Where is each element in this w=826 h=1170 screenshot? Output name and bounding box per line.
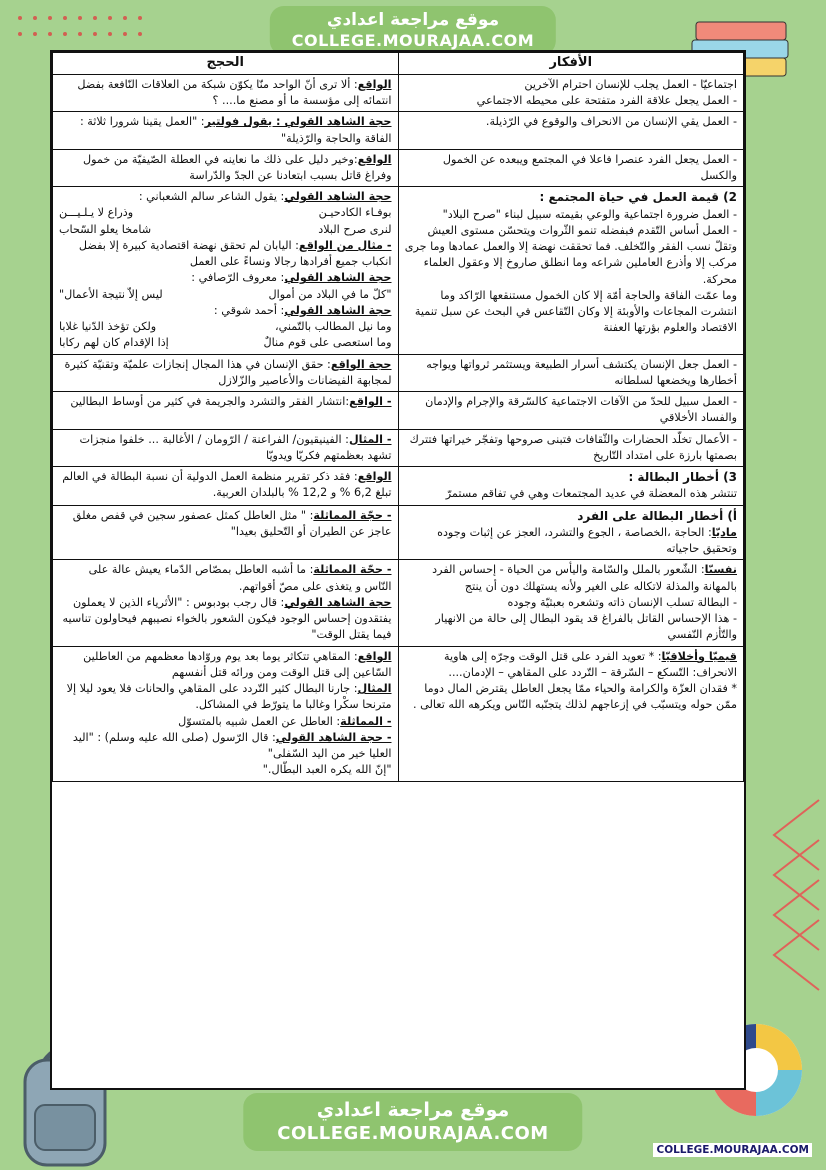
argument-cell: الواقع: المقاهي تتكاثر يوما بعد يوم وروّادها معظمهم من العاطلين السّاعين إلى قتل الوقت ومن ورائه قتل أنفسهم المثال: جارنا البطال كثير التّردد على المقاهي والحانات فلا يعود ليلا إلا مترنحا سكْرا وغالبا ما يتورّط في المشاكل. - المماثلة: العاطل عن العمل شبيه بالمتسوّل - حجة الشاهد القولي: قال الرّسول (صلى الله عليه وسلم) : "اليد العليا خير من اليد السّفلى" "إنّ الله يكره العبد البطّال." xyxy=(53,646,399,781)
site-url[interactable]: COLLEGE.MOURAJAA.COM xyxy=(277,1122,549,1144)
argument-cell: حجة الشاهد القولي : يقول فولتير: "العمل يقينا شرورا ثلاثة : الفاقة والحاجة والرّذيلة" xyxy=(53,112,399,149)
argument-cell: الواقع: ألا ترى أنّ الواحد منّا يكوّن شبكة من العلاقات النّافعة بفضل انتمائه إلى مؤسسة ما أو مصنع ما.... ؟ xyxy=(53,74,399,111)
decorative-dots xyxy=(10,10,160,50)
idea-cell: قيميّا وأخلاقيّا: * تعويد الفرد على قتل الوقت وجرّه إلى هاوية الانحراف: التّسكع – السّرقة – التّردد على المقاهي – الإدمان.... * فقدان العزّة والكرامة والحياء ممّا يجعل العاطل يقترض المال دوما ممّن حوله ويتسبّب في إزعاجهم لذلك يتجنّبه النّاس ويكرهه الله تعالى . xyxy=(398,646,744,781)
header-arguments: الحجج xyxy=(53,53,399,75)
poem-verse: بوفـاء الكادحيـن وذراع لا يـلـيـــن xyxy=(59,206,392,220)
table-row xyxy=(53,467,744,506)
argument-cell: - حجّة المماثلة: " مثل العاطل كمثل عصفور سجين في قفص مغلق عاجز عن الطيران أو التّحليق بعيدا" xyxy=(53,505,399,560)
idea-cell: أ) أخطار البطالة على الفرد ماديّا: الحاجة ،الخصاصة ، الجوع والتشرد، العجز عن إثبات وجوده وتحقيق حاجياته xyxy=(398,505,744,560)
argument-cell: الواقع: فقد ذكر تقرير منظمة العمل الدولية أن نسبة البطالة في العالم تبلغ 6,2 % و 12,2 % بالبلدان العربية. xyxy=(53,467,399,506)
poem-verse: "كلّ ما في البلاد من أموال ليس إلاّ نتيجة الأعمال" xyxy=(59,287,392,301)
section-title: 2) قيمة العمل في حياة المجتمع : xyxy=(539,190,737,205)
argument-cell: - حجّة المماثلة: ما أشبه العاطل بمصّاص الدّماء يعيش عالة على النّاس و يتغذى على مصّ أقواتهم. حجة الشاهد القولي: قال رجب بودبوس : "الأثرياء الذين لا يعملون يفتقدون إحساس الوجود فيكون الشعور بالخواء نصيبهم فيحاولون تناسيه فيما يقتل الوقت" xyxy=(53,560,399,646)
site-banner-bottom[interactable] xyxy=(243,1093,582,1151)
idea-cell: 2) قيمة العمل في حياة المجتمع : - العمل ضرورة اجتماعية والوعي بقيمته سبيل لبناء "صرح البلاد" - العمل أساس التّقدم فبفضله تنمو الثّروات ويتحسّن مستوى العيش وتقلّ نسب الفقر والتّخلف. فما تحققت نهضة إلا والعمل عمادها وما جرى مركب إلا وأذرع العاملين شراعه وما انطلق صاروخ إلا وعقول العلماء محركة. وما عمّت الفاقة والحاجة أمّة إلا كان الخمول مستنقعها الرّاكد وما انتشرت المجاعات والأوبئة إلا وكان التّقاعس في البحث عن سبل تنمية الاقتصاد والعلوم بؤرتها العفنة xyxy=(398,187,744,354)
table-row xyxy=(53,149,744,186)
table-row xyxy=(53,505,744,560)
idea-cell: اجتماعيّا - العمل يجلب للإنسان احترام الآخرين - العمل يجعل علاقة الفرد متفتحة على محيطه الاجتماعي xyxy=(398,74,744,111)
idea-cell: - الأعمال تخلّد الحضارات والثّقافات فتبنى صروحها وتفجّر خيراتها فتترك بصمتها بارزة على امتداد التّاريخ xyxy=(398,429,744,466)
site-url[interactable]: COLLEGE.MOURAJAA.COM xyxy=(291,31,535,51)
header-ideas: الأفكار xyxy=(398,53,744,75)
table-row xyxy=(53,354,744,391)
worksheet xyxy=(50,50,746,1090)
table-row xyxy=(53,560,744,646)
site-banner-top[interactable] xyxy=(270,6,556,55)
poem-verse: وما نيل المطالب بالتّمني، ولكن تؤخذ الدّنيا غلابا xyxy=(59,320,392,334)
idea-cell: - العمل يقي الإنسان من الانحراف والوقوع في الرّذيلة. xyxy=(398,112,744,149)
argument-cell: - المثال: الفينيقيون/ الفراعنة / الرّومان / الأغالبة ... خلفوا منجزات تشهد بعظمتهم فكريّا ويدويّا xyxy=(53,429,399,466)
argument-cell: - الواقع:انتشار الفقر والتشرد والجريمة في كثير من أوساط البطالين xyxy=(53,392,399,429)
idea-cell: نفسيّا: الشّعور بالملل والسّامة واليأس من الحياة - إحساس الفرد بالمهانة والمذلة لاتكاله على الغير ولأنه يستهلك دون أن ينتج - البطالة تسلب الإنسان ذاته وتشعره بعبثيّة وجوده - هذا الإحساس القاتل بالفراغ قد يقود البطال إلى حالة من الانهيار والتّأزم النّفسي xyxy=(398,560,744,646)
idea-cell: - العمل سبيل للحدّ من الآفات الاجتماعية كالسّرقة والإجرام والإدمان والفساد الأخلاقي xyxy=(398,392,744,429)
argument-cell: حجة الواقع: حقق الإنسان في هذا المجال إنجازات علميّة وتقنيّة كثيرة لمجابهة الفيضانات والأعاصير والزّلازل xyxy=(53,354,399,391)
idea-cell: 3) أخطار البطالة : تنتشر هذه المعضلة في عديد المجتمعات وهي في تفاقم مستمرّ xyxy=(398,467,744,506)
table-row xyxy=(53,646,744,781)
argument-cell: حجة الشاهد القولي: يقول الشاعر سالم الشعباني : بوفـاء الكادحيـن وذراع لا يـلـيـــن لنرى صرح البلاد شامخا يعلو السّحاب - مثال من الواقع: اليابان لم تحقق نهضة اقتصادية كبيرة إلا بفضل انكباب جميع أفرادها رجالا ونساءً على العمل حجة الشاهد القولي: معروف الرّصافي : "كلّ ما في البلاد من أموال ليس إلاّ نتيجة الأعمال" حجة الشاهد القولي: أحمد شوقي : وما نيل المطالب بالتّمني، ولكن تؤخذ الدّنيا غلابا وما استعصى على قوم منالٌ إذا الإقدام كان لهم ركابا xyxy=(53,187,399,354)
section-title: أ) أخطار البطالة على الفرد xyxy=(577,508,737,523)
chevron-decoration-icon xyxy=(764,795,824,995)
table-row xyxy=(53,187,744,354)
poem-verse: وما استعصى على قوم منالٌ إذا الإقدام كان لهم ركابا xyxy=(59,336,392,350)
poem-verse: لنرى صرح البلاد شامخا يعلو السّحاب xyxy=(59,222,392,236)
table-row xyxy=(53,429,744,466)
idea-cell: - العمل جعل الإنسان يكتشف أسرار الطبيعة ويستثمر ثرواتها ويواجه أخطارها ويخضعها لسلطانه xyxy=(398,354,744,391)
table-row xyxy=(53,392,744,429)
idea-cell: - العمل يجعل الفرد عنصرا فاعلا في المجتمع ويبعده عن الخمول والكسل xyxy=(398,149,744,186)
ideas-arguments-table xyxy=(52,52,744,782)
argument-cell: الواقع:وخير دليل على ذلك ما نعاينه في العطلة الصّيفيّة من خمول وفراغ قاتل بسبب ابتعادنا عن الجدّ والدّراسة xyxy=(53,149,399,186)
site-name-arabic: موقع مراجعة اعدادي xyxy=(326,10,500,30)
section-title: 3) أخطار البطالة : xyxy=(628,470,737,484)
table-row xyxy=(53,112,744,149)
footer-site-link[interactable]: COLLEGE.MOURAJAA.COM xyxy=(653,1143,812,1157)
site-name-arabic: موقع مراجعة اعدادي xyxy=(316,1099,510,1121)
table-row xyxy=(53,74,744,111)
